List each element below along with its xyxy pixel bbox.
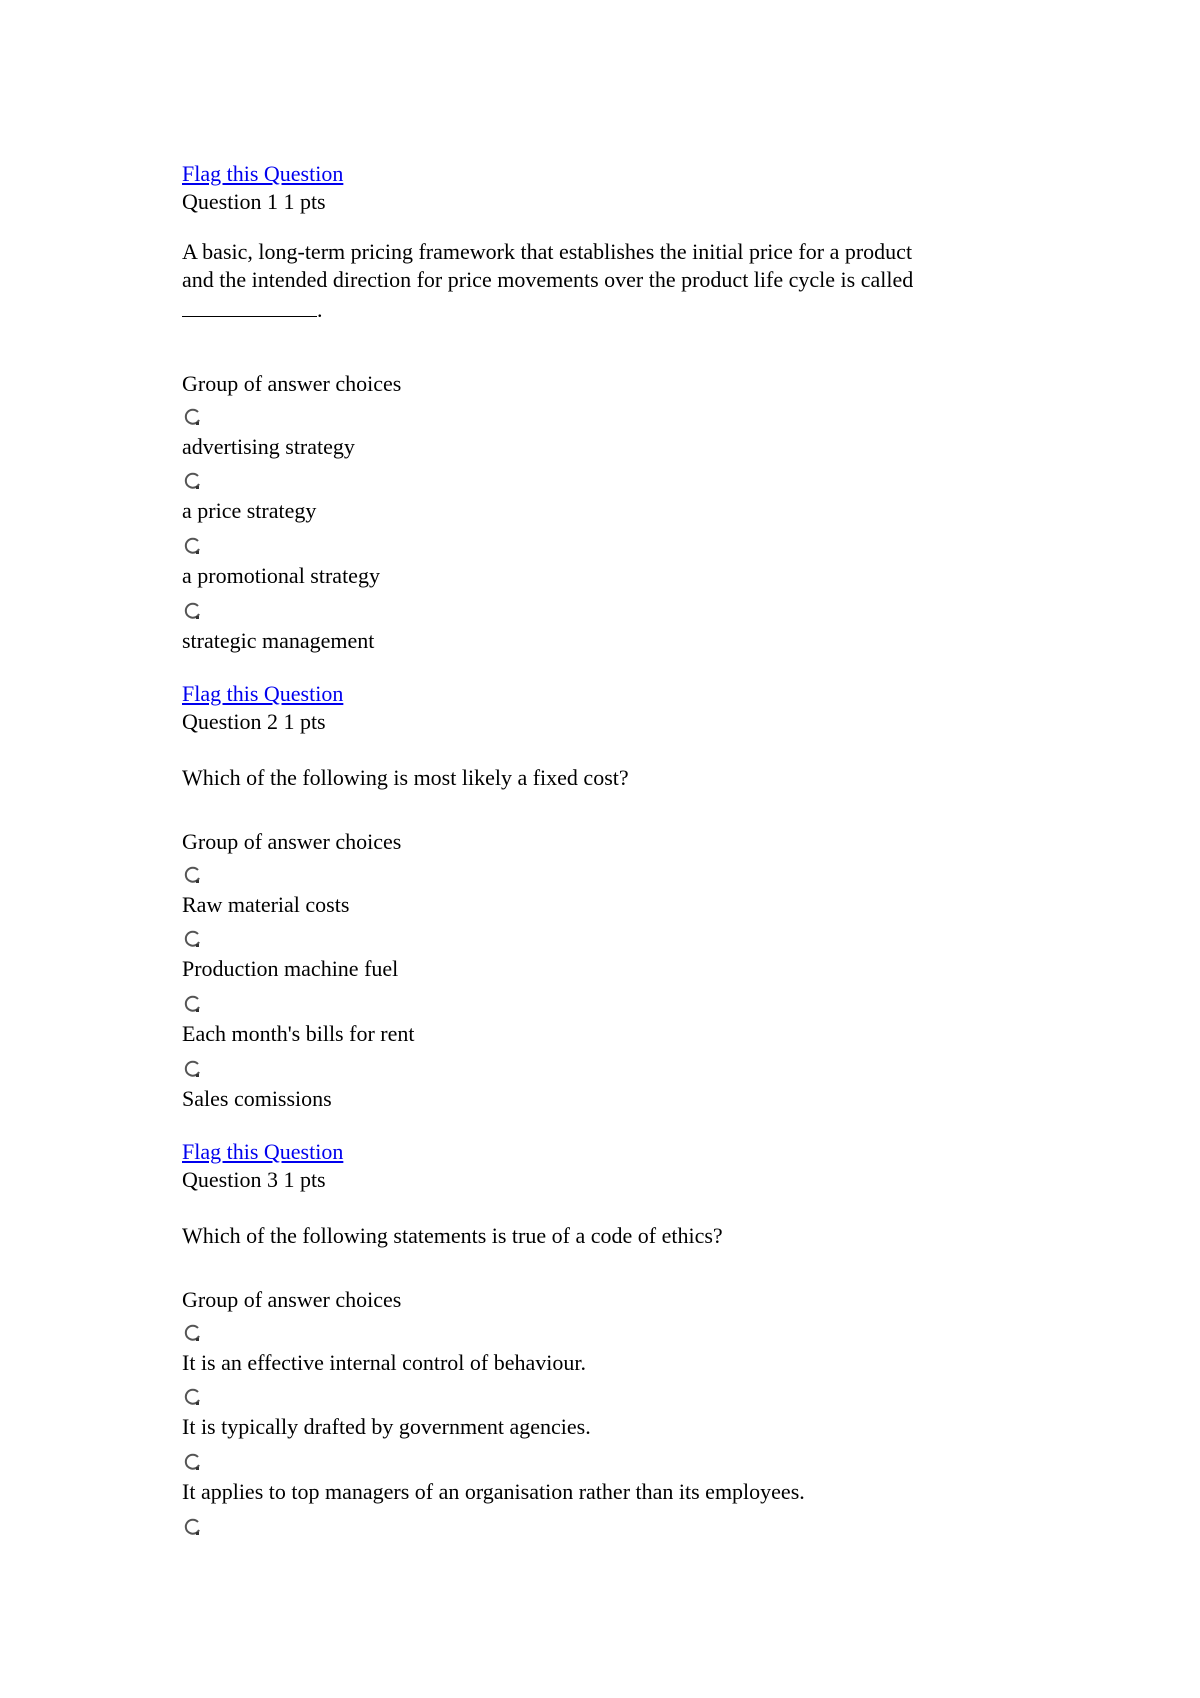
choice-label: strategic management: [182, 628, 375, 653]
choice-label: Sales comissions: [182, 1086, 332, 1111]
flag-question-link[interactable]: Flag this Question: [182, 161, 344, 186]
question-text-line: Which of the following is most likely a fixed cost?: [182, 765, 629, 790]
radio-icon: [182, 1386, 204, 1408]
question-text-line: A basic, long-term pricing framework that establishes the initial price for a product: [182, 239, 913, 264]
radio-icon: [182, 993, 204, 1015]
radio-icon: [182, 470, 204, 492]
choice-item: [182, 1052, 204, 1084]
radio-button[interactable]: [182, 1516, 204, 1538]
choice-label: Raw material costs: [182, 892, 350, 917]
radio-icon: [182, 928, 204, 950]
radio-button[interactable]: [182, 1451, 204, 1473]
choice-item: [182, 529, 204, 561]
question-text-suffix: .: [317, 297, 323, 322]
answer-group-label: Group of answer choices: [182, 1287, 402, 1312]
choice-label: It applies to top managers of an organisation rather than its employees.: [182, 1479, 805, 1504]
choice-item: [182, 1510, 204, 1542]
radio-icon: [182, 1516, 204, 1538]
choice-label: It is an effective internal control of behaviour.: [182, 1350, 587, 1375]
choice-item: [182, 594, 204, 626]
radio-icon: [182, 864, 204, 886]
question-3: [182, 1138, 723, 1250]
choice-label: It is typically drafted by government agencies.: [182, 1414, 591, 1439]
radio-button[interactable]: [182, 600, 204, 622]
choice-item: [182, 1316, 204, 1348]
flag-question-link[interactable]: Flag this Question: [182, 1139, 344, 1164]
choice-item: [182, 1445, 204, 1477]
question-text: [182, 764, 629, 792]
radio-button[interactable]: [182, 993, 204, 1015]
choice-label: a promotional strategy: [182, 563, 380, 588]
question-header: Question 3 1 pts: [182, 1167, 326, 1192]
choice-item: [182, 858, 204, 890]
radio-button[interactable]: [182, 406, 204, 428]
radio-button[interactable]: [182, 470, 204, 492]
answer-group-label: Group of answer choices: [182, 371, 402, 396]
question-header: Question 1 1 pts: [182, 189, 326, 214]
choice-label: Production machine fuel: [182, 956, 399, 981]
radio-icon: [182, 1451, 204, 1473]
radio-icon: [182, 1322, 204, 1344]
radio-button[interactable]: [182, 1386, 204, 1408]
choice-label: a price strategy: [182, 498, 317, 523]
choice-item: [182, 464, 204, 496]
radio-button[interactable]: [182, 1058, 204, 1080]
choice-item: [182, 987, 204, 1019]
choice-label: Each month's bills for rent: [182, 1021, 415, 1046]
answer-group-label: Group of answer choices: [182, 829, 402, 854]
radio-icon: [182, 1058, 204, 1080]
choice-item: [182, 400, 204, 432]
radio-button[interactable]: [182, 1322, 204, 1344]
flag-question-link[interactable]: Flag this Question: [182, 681, 344, 706]
radio-icon: [182, 406, 204, 428]
choice-item: [182, 1380, 204, 1412]
question-text-line: Which of the following statements is true of a code of ethics?: [182, 1223, 723, 1248]
question-text-blank-line: [182, 296, 913, 324]
question-2: [182, 680, 629, 792]
question-1: [182, 160, 913, 324]
radio-button[interactable]: [182, 535, 204, 557]
radio-button[interactable]: [182, 928, 204, 950]
radio-icon: [182, 600, 204, 622]
answer-blank: [182, 300, 317, 317]
question-header: Question 2 1 pts: [182, 709, 326, 734]
radio-icon: [182, 535, 204, 557]
choice-label: advertising strategy: [182, 434, 355, 459]
question-text-line: and the intended direction for price movements over the product life cycle is called: [182, 267, 914, 292]
radio-button[interactable]: [182, 864, 204, 886]
question-text: [182, 238, 913, 324]
choice-item: [182, 922, 204, 954]
question-text: [182, 1222, 723, 1250]
